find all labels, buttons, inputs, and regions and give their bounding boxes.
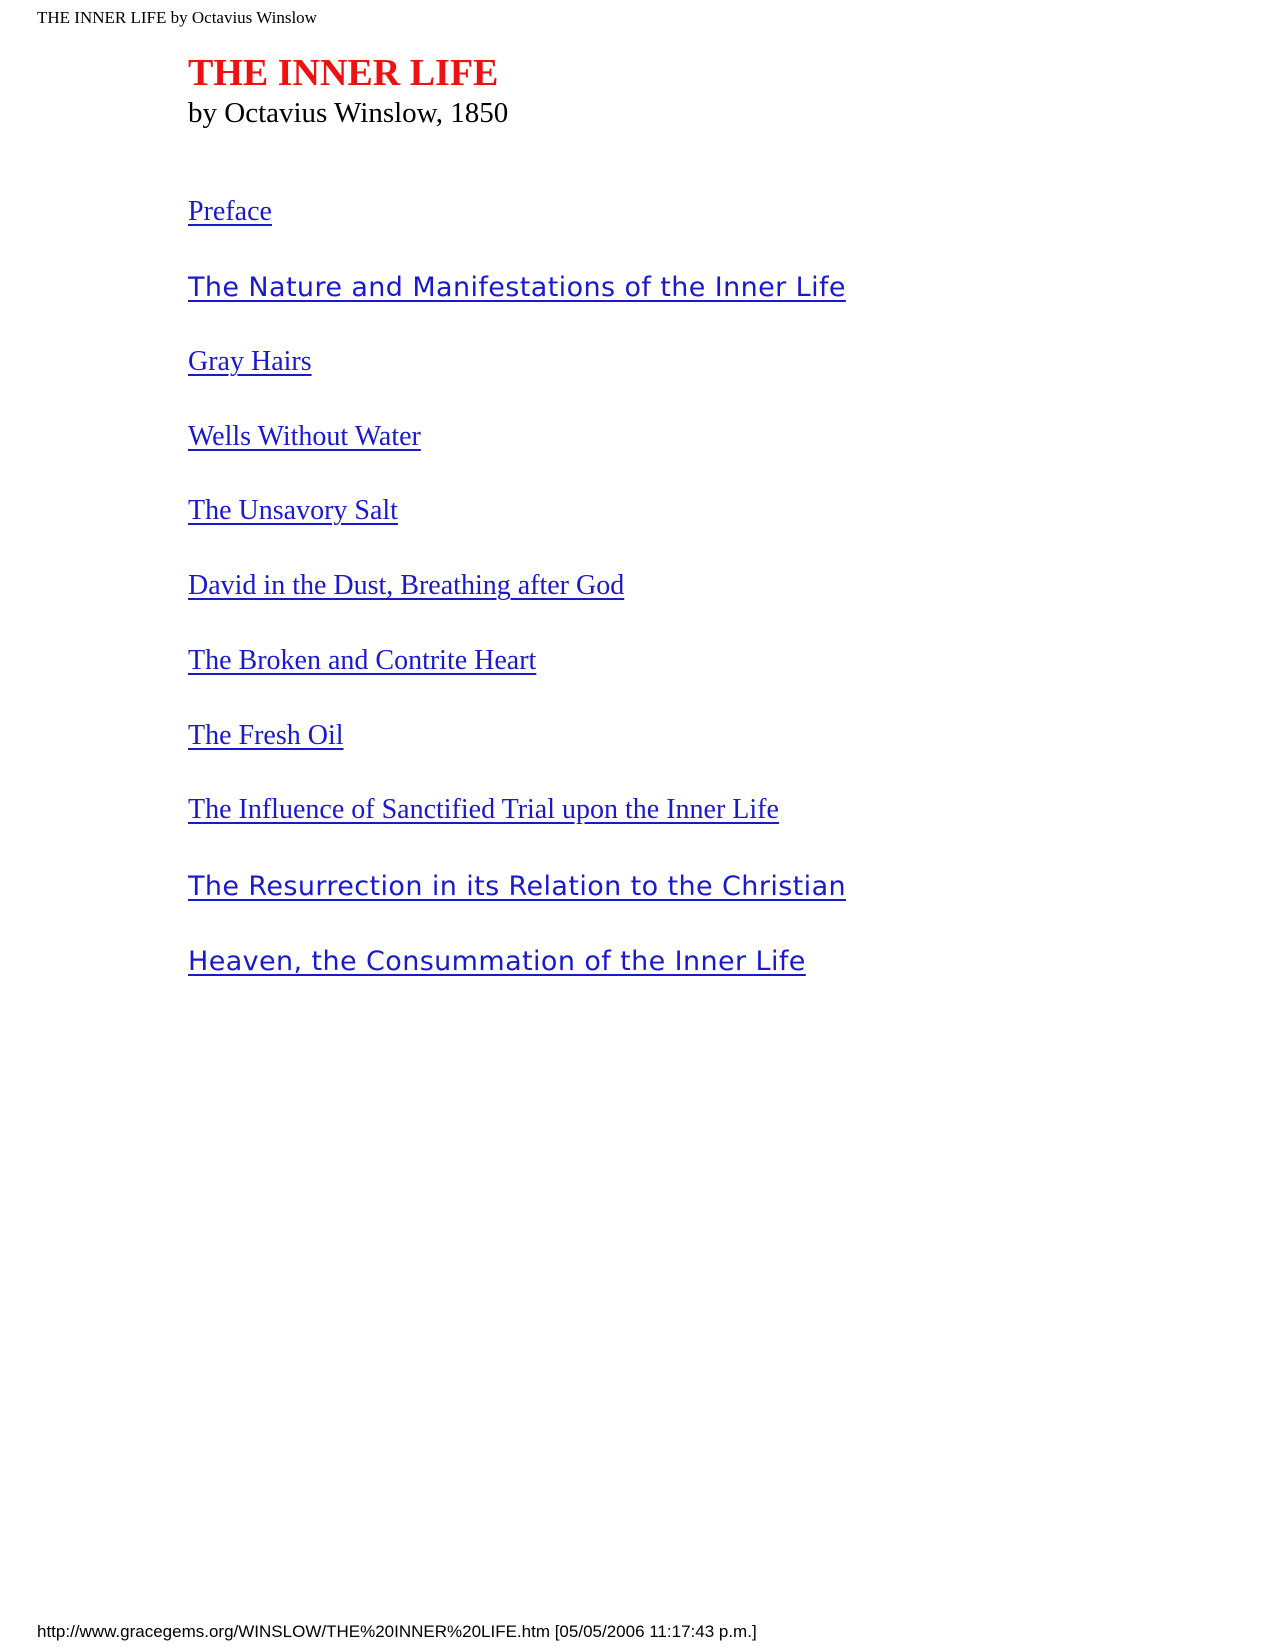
print-footer-url: http://www.gracegems.org/WINSLOW/THE%20INNER%20LIFE.htm [05/05/2006 11:17:43 p.m.] bbox=[37, 1622, 757, 1641]
book-heading bbox=[188, 50, 1188, 130]
toc-link-wells-without-water[interactable]: Wells Without Water bbox=[188, 421, 421, 452]
toc-link-preface[interactable]: Preface bbox=[188, 196, 272, 227]
toc-link-david-in-the-dust[interactable]: David in the Dust, Breathing after God bbox=[188, 570, 625, 601]
book-byline: by Octavius Winslow, 1850 bbox=[188, 97, 509, 129]
toc-link-influence-of-sanctified-trial[interactable]: The Influence of Sanctified Trial upon the Inner Life bbox=[188, 794, 779, 825]
print-header: THE INNER LIFE by Octavius Winslow bbox=[37, 8, 317, 27]
toc-link-heaven-consummation[interactable]: Heaven, the Consummation of the Inner Life bbox=[188, 946, 806, 977]
toc-link-gray-hairs[interactable]: Gray Hairs bbox=[188, 346, 312, 377]
toc-link-fresh-oil[interactable]: The Fresh Oil bbox=[188, 720, 344, 751]
toc-link-nature-and-manifestations[interactable]: The Nature and Manifestations of the Inner Life bbox=[188, 272, 846, 303]
book-title: THE INNER LIFE bbox=[188, 52, 499, 94]
toc-link-broken-and-contrite-heart[interactable]: The Broken and Contrite Heart bbox=[188, 645, 537, 676]
toc-link-resurrection[interactable]: The Resurrection in its Relation to the Christian bbox=[188, 871, 847, 902]
toc-link-unsavory-salt[interactable]: The Unsavory Salt bbox=[188, 495, 398, 526]
